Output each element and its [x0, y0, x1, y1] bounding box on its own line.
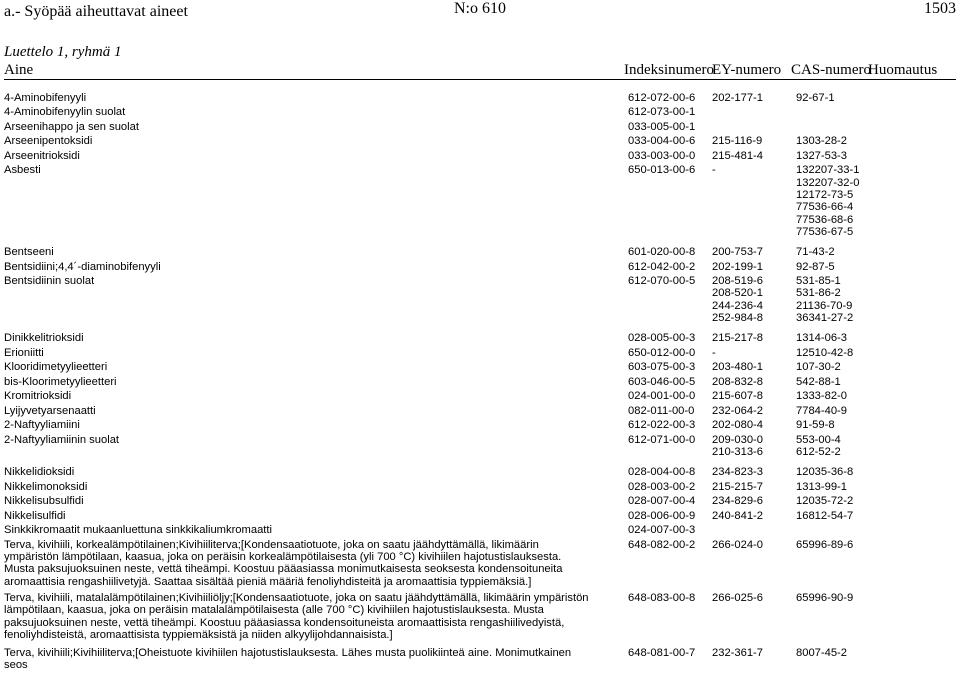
substance-name: 4-Aminobifenyyli [4, 92, 87, 104]
index-number: 028-005-00-3 [628, 332, 696, 345]
cas-number: 1303-28-2 [796, 135, 848, 148]
table-row [0, 376, 960, 388]
cas-number: 1333-82-0 [796, 390, 848, 403]
index-number: 601-020-00-8 [628, 246, 696, 259]
substance-name: Nikkelimonoksidi [4, 480, 88, 493]
cas-number: 132207-33-1 132207-32-0 12172-73-5 77536-66-4 77536-68-6 77536-67-5 [796, 164, 860, 238]
page-header-section: a.- Syöpää aiheuttavat aineet [4, 3, 188, 20]
substance-name: Terva, kivihiili, korkealämpötilainen;Kivihiiliterva;[Kondensaatiotuote, joka on saatu jäähdyttämällä, likimäärin ympäristön lämpötilaan, kaasua, joka on peräisin korkealämpötilaisesta (yli 700 °C) kivihiilen hajotustislauksesta. Musta paksujuoksuinen neste, vettä tiheämpi. Koostuu pääasiassa monimutkaisesta seoksesta kondensoituneita aromaattisia rengashiilivetyjä. Saattaa sisältää pieniä määriä fenoliyhdisteitä ja aromaattisia typpiemäksiä.] [4, 538, 563, 588]
substance-name: Sinkkikromaatit mukaanluettuna sinkkikaliumkromaatti [4, 524, 272, 537]
table-row [0, 481, 960, 493]
substance-name: Dinikkelitrioksidi [4, 332, 84, 345]
table-row [0, 510, 960, 522]
table-row [0, 246, 960, 258]
substance-name: Arseenitrioksidi [4, 149, 80, 162]
index-number: 650-012-00-0 [628, 346, 696, 359]
ec-number: 266-024-0 [712, 538, 764, 551]
index-number: 603-075-00-3 [628, 361, 696, 374]
index-number: 650-013-00-6 [628, 164, 696, 177]
table-row [0, 539, 960, 588]
table-row [0, 261, 960, 273]
table-row [0, 524, 960, 536]
substance-name: Nikkelisulfidi [4, 509, 66, 522]
substance-name: Bentsidiinin suolat [4, 275, 95, 288]
cas-number: 1327-53-3 [796, 149, 848, 162]
index-number: 028-003-00-2 [628, 480, 696, 493]
ec-number: 208-519-6 208-520-1 244-236-4 252-984-8 [712, 275, 764, 325]
index-number: 028-004-00-8 [628, 466, 696, 479]
column-header-cas: CAS-numero [791, 62, 871, 78]
index-number: 612-073-00-1 [628, 106, 696, 119]
cas-number: 91-59-8 [796, 419, 835, 432]
ec-number: 234-829-6 [712, 495, 764, 508]
substance-name: Bentsidiini;4,4´-diaminobifenyyli [4, 260, 161, 273]
index-number: 033-003-00-0 [628, 149, 696, 162]
substance-name: Nikkelidioksidi [4, 466, 75, 479]
table-row [0, 647, 960, 672]
ec-number: 215-607-8 [712, 390, 764, 403]
substance-name: Klooridimetyylieetteri [4, 361, 108, 374]
substance-name: bis-Kloorimetyylieetteri [4, 375, 117, 388]
table-row [0, 466, 960, 478]
ec-number: 208-832-8 [712, 375, 764, 388]
ec-number: 234-823-3 [712, 466, 764, 479]
index-number: 033-005-00-1 [628, 120, 696, 133]
cas-number: 531-85-1 531-86-2 21136-70-9 36341-27-2 [796, 275, 854, 325]
cas-number: 107-30-2 [796, 361, 841, 374]
ec-number: 202-080-4 [712, 419, 764, 432]
header-rule [4, 79, 956, 80]
index-number: 612-071-00-0 [628, 433, 696, 446]
table-row [0, 495, 960, 507]
cas-number: 71-43-2 [796, 246, 835, 259]
substance-name: Arseenihappo ja sen suolat [4, 120, 139, 133]
substance-name: Erioniitti [4, 346, 44, 359]
table-row [0, 361, 960, 373]
ec-number: 232-361-7 [712, 647, 764, 660]
column-header-ec: EY-numero [712, 62, 782, 78]
substance-name: Kromitrioksidi [4, 390, 72, 403]
index-number: 612-070-00-5 [628, 275, 696, 288]
cas-number: 92-67-1 [796, 92, 835, 104]
index-number: 648-082-00-2 [628, 538, 696, 551]
index-number: 024-001-00-0 [628, 390, 696, 403]
cas-number: 553-00-4 612-52-2 [796, 433, 841, 459]
substance-name: Nikkelisubsulfidi [4, 495, 84, 508]
page-number: 1503 [924, 0, 956, 17]
cas-number: 12510-42-8 [796, 346, 854, 359]
index-number: 612-022-00-3 [628, 419, 696, 432]
table-row [0, 150, 960, 162]
table-row [0, 592, 960, 641]
table-row [0, 405, 960, 417]
page-header-number: N:o 610 [454, 0, 506, 17]
column-header-aine: Aine [4, 62, 34, 78]
ec-number: 200-753-7 [712, 246, 764, 259]
table-row [0, 347, 960, 359]
table-row [0, 390, 960, 402]
cas-number: 65996-90-9 [796, 591, 854, 604]
ec-number: 215-116-9 [712, 135, 763, 148]
cas-number: 16812-54-7 [796, 509, 854, 522]
cas-number: 1313-99-1 [796, 480, 848, 493]
ec-number: 215-481-4 [712, 149, 764, 162]
cas-number: 12035-72-2 [796, 495, 854, 508]
cas-number: 92-87-5 [796, 260, 835, 273]
cas-number: 1314-06-3 [796, 332, 848, 345]
index-number: 612-042-00-2 [628, 260, 696, 273]
ec-number: 202-177-1 [712, 92, 764, 104]
index-number: 612-072-00-6 [628, 92, 696, 104]
table-row [0, 106, 960, 118]
cas-number: 65996-89-6 [796, 538, 854, 551]
table-row [0, 135, 960, 147]
table-row [0, 332, 960, 344]
ec-number: - [712, 164, 716, 177]
substance-name: Terva, kivihiili;Kivihiiliterva;[Oheistuote kivihiilen hajotustislauksesta. Lähes musta puolikiinteä aine. Monimutkainen seos [4, 647, 572, 672]
column-header-note: Huomautus [868, 62, 938, 78]
table-row [0, 121, 960, 133]
substance-name: 2-Naftyyliamiini [4, 419, 80, 432]
ec-number: 215-215-7 [712, 480, 764, 493]
substance-name: Bentseeni [4, 246, 54, 259]
table-row [0, 434, 960, 459]
table-row [0, 164, 960, 238]
cas-number: 12035-36-8 [796, 466, 854, 479]
ec-number: - [712, 346, 716, 359]
table-row [0, 92, 960, 104]
ec-number: 266-025-6 [712, 591, 764, 604]
index-number: 648-083-00-8 [628, 591, 696, 604]
index-number: 082-011-00-0 [628, 404, 695, 417]
index-number: 028-006-00-9 [628, 509, 696, 522]
substance-name: Lyijyvetyarsenaatti [4, 404, 96, 417]
column-header-index: Indeksinumero [624, 62, 714, 78]
cas-number: 8007-45-2 [796, 647, 848, 660]
ec-number: 240-841-2 [712, 509, 764, 522]
cas-number: 542-88-1 [796, 375, 841, 388]
cas-number: 7784-40-9 [796, 404, 848, 417]
substance-name: Terva, kivihiili, matalalämpötilainen;Kivihiiliöljy;[Kondensaatiotuote, joka on saatu jäähdyttämällä, likimäärin ympäristön lämpötilaan, kaasua, joka on peräisin matalalämpötilaisesta (alle 700 °C) kivihiilen hajotustislauksesta. Musta paksujuoksuinen neste, vettä tiheämpi. Koostuu pääasiassa kondensoituneista aromaattisista rengashiilivedyistä, fenoliyhdisteistä, aromaattisista typpiemäksistä ja niiden alkyylijohdannaisista.] [4, 591, 589, 641]
substance-name: 4-Aminobifenyylin suolat [4, 106, 126, 119]
ec-number: 232-064-2 [712, 404, 764, 417]
substance-name: 2-Naftyyliamiinin suolat [4, 433, 120, 446]
index-number: 603-046-00-5 [628, 375, 696, 388]
substance-name: Arseenipentoksidi [4, 135, 93, 148]
index-number: 024-007-00-3 [628, 524, 696, 537]
ec-number: 209-030-0 210-313-6 [712, 433, 764, 459]
index-number: 028-007-00-4 [628, 495, 696, 508]
ec-number: 202-199-1 [712, 260, 764, 273]
index-number: 033-004-00-6 [628, 135, 696, 148]
substance-table [0, 92, 960, 678]
ec-number: 215-217-8 [712, 332, 764, 345]
table-row [0, 419, 960, 431]
list-title: Luettelo 1, ryhmä 1 [4, 44, 122, 60]
table-row [0, 275, 960, 324]
index-number: 648-081-00-7 [628, 647, 696, 660]
substance-name: Asbesti [4, 164, 41, 177]
ec-number: 203-480-1 [712, 361, 764, 374]
